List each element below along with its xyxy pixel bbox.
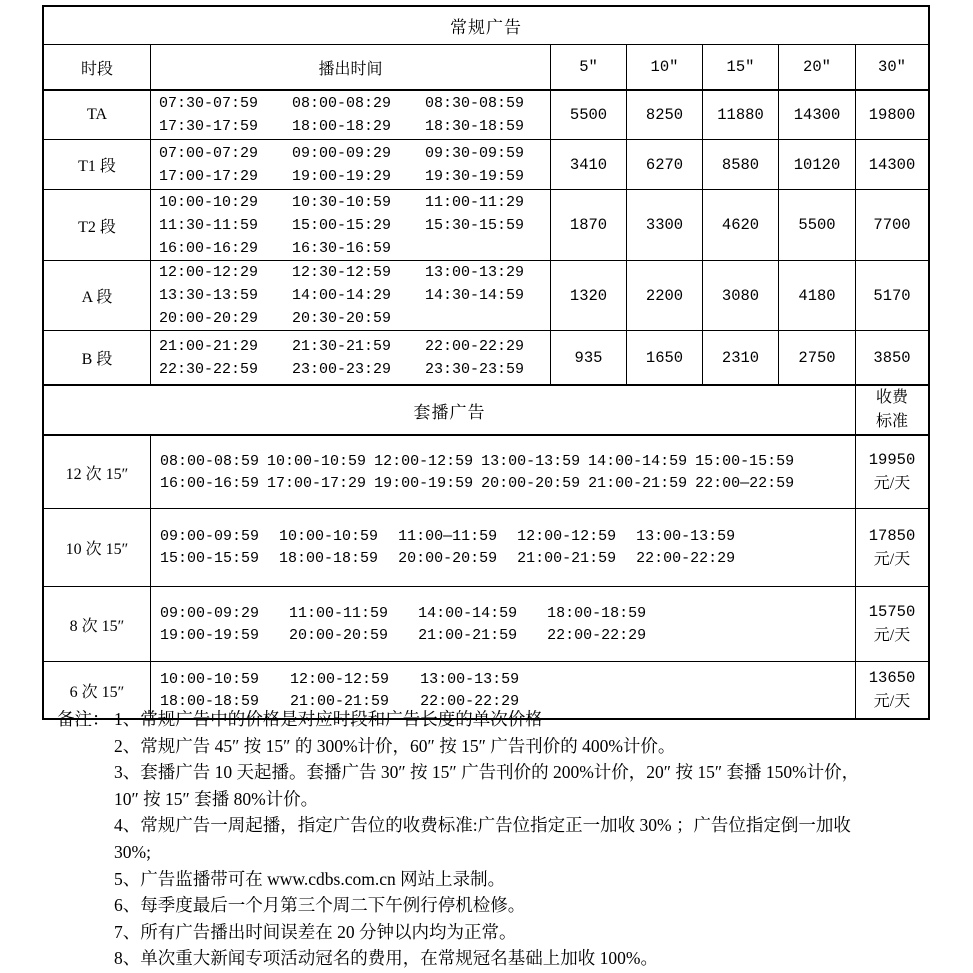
times-cell — [150, 140, 550, 189]
time-slot: 08:30-08:59 — [425, 95, 525, 112]
col-header-broadcast-time: 播出时间 — [150, 45, 550, 89]
regular-section-title: 常规广告 — [450, 18, 522, 37]
times-line — [160, 627, 646, 644]
times-grid — [151, 191, 524, 260]
time-slot: 10:00-10:59 — [279, 528, 379, 545]
fee-standard-line1: 收费 — [875, 389, 908, 406]
package-label: 6 次 15″ — [69, 683, 125, 701]
time-slot: 13:30-13:59 — [159, 287, 259, 304]
price-30s: 7700 — [855, 190, 928, 260]
time-slot: 21:00-21:29 — [159, 337, 259, 355]
col-header-20s: 20″ — [778, 45, 855, 89]
time-slot: 16:30-16:59 — [292, 239, 392, 257]
price-30s: 3850 — [855, 331, 928, 384]
regular-title-row — [44, 7, 928, 44]
time-slot: 21:30-21:59 — [292, 337, 392, 355]
time-slot: 08:00-08:59 — [160, 452, 260, 470]
time-slot: 13:00-13:59 — [420, 670, 520, 688]
price-unit: 元/天 — [873, 693, 911, 710]
time-slot: 07:30-07:59 — [159, 95, 259, 112]
time-slot: 19:00-19:29 — [292, 167, 392, 185]
times-line — [160, 528, 735, 545]
time-slot: 17:30-17:59 — [159, 118, 259, 135]
time-slot: 07:00-07:29 — [159, 144, 259, 162]
time-slot: 14:00-14:59 — [418, 604, 518, 622]
times-cell — [150, 190, 550, 260]
price-unit: 元/天 — [873, 475, 911, 492]
time-slot: 09:00-09:29 — [292, 144, 392, 162]
times-grid — [151, 92, 524, 138]
package-label: 8 次 15″ — [69, 617, 125, 635]
package-label: 12 次 15″ — [65, 465, 129, 483]
time-slot: 21:00-21:59 — [588, 474, 688, 492]
time-slot: 19:00-19:59 — [160, 626, 260, 644]
time-slot: 11:00—11:59 — [398, 528, 498, 545]
price-20s: 2750 — [778, 331, 855, 384]
times-line — [160, 605, 646, 622]
time-slot: 18:30-18:59 — [425, 118, 525, 135]
price-15s: 4620 — [702, 190, 778, 260]
time-slot: 12:00-12:59 — [517, 528, 617, 545]
package-label: 10 次 15″ — [65, 541, 129, 558]
notes-section — [57, 706, 969, 972]
time-slot: 12:00-12:59 — [290, 670, 390, 688]
price-5s: 3410 — [550, 140, 626, 189]
times-cell — [150, 91, 550, 139]
price-20s: 4180 — [778, 261, 855, 330]
time-slot: 22:00—22:59 — [695, 474, 795, 492]
times-line — [160, 475, 794, 492]
time-slot: 13:00-13:59 — [481, 452, 581, 470]
time-slot: 19:30-19:59 — [425, 167, 525, 185]
price-10s: 3300 — [626, 190, 702, 260]
time-slot: 16:00-16:29 — [159, 239, 259, 257]
times-cell — [150, 261, 550, 330]
time-slot: 13:00-13:59 — [636, 528, 736, 545]
time-slot: 20:30-20:59 — [292, 310, 392, 327]
time-slot: 12:00-12:59 — [374, 452, 474, 470]
col-header-15s: 15″ — [702, 45, 778, 89]
col-header-10s: 10″ — [626, 45, 702, 89]
regular-row-t2 — [44, 189, 928, 260]
time-slot: 13:00-13:29 — [425, 264, 525, 281]
times-line — [160, 453, 794, 470]
price-cell — [855, 587, 928, 661]
times-cell — [150, 509, 855, 586]
price-30s: 5170 — [855, 261, 928, 330]
col-header-30s: 30″ — [855, 45, 928, 89]
fee-standard-line2: 标准 — [875, 413, 908, 430]
notes-label: 备注： — [57, 709, 110, 729]
price-5s: 1320 — [550, 261, 626, 330]
time-slot: 18:00-18:59 — [547, 604, 647, 622]
time-slot: 09:30-09:59 — [425, 144, 525, 162]
price-value: 17850 — [868, 526, 916, 545]
time-slot: 23:00-23:29 — [292, 360, 392, 378]
price-10s: 6270 — [626, 140, 702, 189]
time-slot: 22:00-22:29 — [420, 692, 520, 710]
package-row-12x15 — [44, 434, 928, 508]
note-line: 3、套播广告 10 天起播。套播广告 30″ 按 15″ 广告刊价的 200%计价，20″ 按 15″ 套播 150%计价， — [114, 762, 860, 783]
note-line: 2、常规广告 45″ 按 15″ 的 300%计价，60″ 按 15″ 广告刊价的 400%计价。 — [114, 735, 676, 756]
note-line: 8、单次重大新闻专项活动冠名的费用，在常规冠名基础上加收 100%。 — [114, 948, 658, 969]
regular-row-a — [44, 260, 928, 330]
regular-header-row — [44, 44, 928, 89]
time-slot: 10:00-10:29 — [159, 193, 259, 211]
time-slot: 22:30-22:59 — [159, 360, 259, 378]
time-slot: 22:00-22:29 — [425, 337, 525, 355]
price-10s: 2200 — [626, 261, 702, 330]
note-line: 5、广告监播带可在 www.cdbs.com.cn 网站上录制。 — [114, 868, 506, 889]
price-30s: 14300 — [855, 140, 928, 189]
time-slot: 12:30-12:59 — [292, 264, 392, 281]
col-header-5s: 5″ — [550, 45, 626, 89]
time-slot: 09:00-09:29 — [160, 604, 260, 622]
price-5s: 5500 — [550, 91, 626, 139]
time-slot: 20:00-20:29 — [159, 310, 259, 327]
col-header-period: 时段 — [80, 60, 113, 78]
time-slot: 14:00-14:29 — [292, 287, 392, 304]
price-cell — [855, 436, 928, 508]
price-value: 19950 — [868, 451, 916, 469]
time-slot: 18:00-18:29 — [292, 118, 392, 135]
note-line: 6、每季度最后一个月第三个周二下午例行停机检修。 — [114, 895, 526, 916]
ad-rate-table — [42, 5, 930, 720]
period-label: T1 段 — [78, 158, 116, 175]
times-grid — [151, 335, 524, 381]
period-label: TA — [86, 106, 108, 123]
time-slot: 22:00-22:29 — [547, 626, 647, 644]
times-grid — [151, 261, 524, 330]
period-label: B 段 — [81, 351, 113, 368]
price-unit: 元/天 — [873, 627, 911, 644]
price-30s: 19800 — [855, 91, 928, 139]
price-value: 13650 — [868, 669, 916, 687]
time-slot: 11:30-11:59 — [159, 216, 259, 234]
package-row-10x15 — [44, 508, 928, 586]
package-row-8x15 — [44, 586, 928, 661]
price-15s: 8580 — [702, 140, 778, 189]
time-slot: 20:00-20:59 — [481, 474, 581, 492]
regular-row-t1 — [44, 139, 928, 189]
time-slot: 15:00-15:29 — [292, 216, 392, 234]
time-slot: 15:00-15:59 — [695, 452, 795, 470]
price-unit: 元/天 — [873, 550, 911, 568]
times-cell — [150, 331, 550, 384]
fee-standard-header — [855, 386, 928, 434]
time-slot: 20:00-20:59 — [398, 550, 498, 567]
time-slot: 15:30-15:59 — [425, 216, 525, 234]
time-slot: 11:00-11:59 — [289, 604, 389, 622]
price-5s: 1870 — [550, 190, 626, 260]
time-slot: 21:00-21:59 — [418, 626, 518, 644]
time-slot: 14:00-14:59 — [588, 452, 688, 470]
time-slot: 18:00-18:59 — [160, 692, 260, 710]
time-slot: 14:30-14:59 — [425, 287, 525, 304]
time-slot: 10:30-10:59 — [292, 193, 392, 211]
price-15s: 3080 — [702, 261, 778, 330]
time-slot: 16:00-16:59 — [160, 474, 260, 492]
price-15s: 11880 — [702, 91, 778, 139]
time-slot: 10:00-10:59 — [267, 452, 367, 470]
price-10s: 8250 — [626, 91, 702, 139]
notes-body — [114, 706, 969, 972]
price-15s: 2310 — [702, 331, 778, 384]
note-line: 4、常规广告一周起播，指定广告位的收费标准:广告位指定正一加收 30% ；广告位指定倒一加收 — [114, 815, 851, 836]
note-line: 1、常规广告中的价格是对应时段和广告长度的单次价格 — [114, 709, 543, 729]
package-section-title: 套播广告 — [413, 402, 486, 422]
times-line — [160, 671, 519, 688]
time-slot: 15:00-15:59 — [160, 550, 260, 567]
price-cell — [855, 509, 928, 586]
time-slot: 23:30-23:59 — [425, 360, 525, 378]
time-slot: 20:00-20:59 — [289, 626, 389, 644]
regular-row-b — [44, 330, 928, 384]
period-label: A 段 — [81, 289, 113, 306]
time-slot: 17:00-17:29 — [267, 474, 367, 492]
price-10s: 1650 — [626, 331, 702, 384]
time-slot: 08:00-08:29 — [292, 95, 392, 112]
time-slot: 21:00-21:59 — [290, 692, 390, 710]
time-slot: 11:00-11:29 — [425, 193, 525, 211]
note-line: 10″ 按 15″ 套播 80%计价。 — [114, 788, 319, 809]
time-slot: 12:00-12:29 — [159, 264, 259, 281]
times-cell — [150, 436, 855, 508]
time-slot: 17:00-17:29 — [159, 167, 259, 185]
price-20s: 14300 — [778, 91, 855, 139]
time-slot: 21:00-21:59 — [517, 550, 617, 567]
note-line: 7、所有广告播出时间误差在 20 分钟以内均为正常。 — [114, 921, 517, 942]
time-slot: 22:00-22:29 — [636, 550, 736, 567]
period-label: T2 段 — [78, 218, 116, 236]
time-slot: 19:00-19:59 — [374, 474, 474, 492]
times-cell — [150, 587, 855, 661]
price-20s: 5500 — [778, 190, 855, 260]
price-value: 15750 — [868, 603, 916, 621]
package-header-row — [44, 384, 928, 434]
note-line: 30%; — [114, 841, 151, 862]
time-slot: 18:00-18:59 — [279, 550, 379, 567]
time-slot: 10:00-10:59 — [160, 670, 260, 688]
price-20s: 10120 — [778, 140, 855, 189]
regular-row-ta — [44, 89, 928, 139]
times-line — [160, 550, 735, 567]
time-slot: 09:00-09:59 — [160, 528, 260, 545]
times-grid — [151, 142, 524, 188]
price-5s: 935 — [550, 331, 626, 384]
